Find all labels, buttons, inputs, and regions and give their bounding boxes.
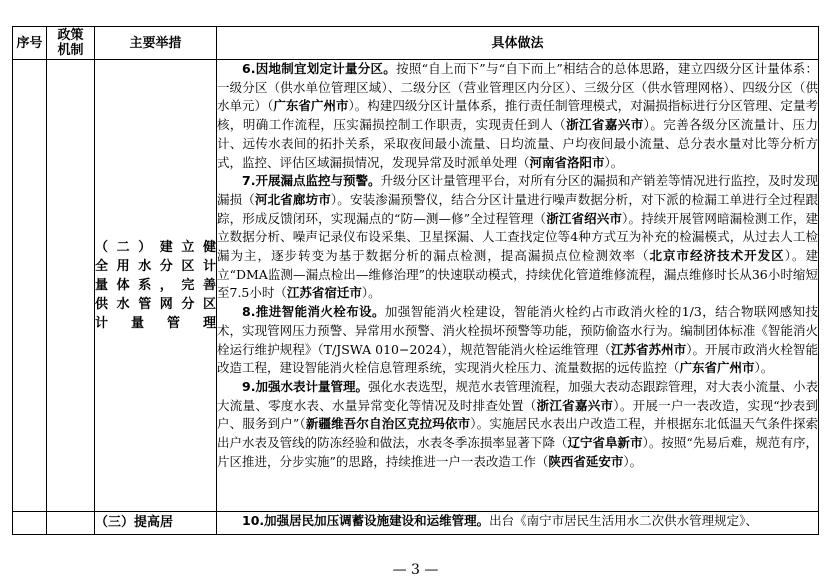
text-run: 强化水表选型，规范水表管理流程，加强大表动态跟踪管理，对大表小流量、小表大流量、零度水表、水量异常变化等情况及时排查处置（ xyxy=(217,378,818,413)
bold-run: 广东省广州市 xyxy=(273,98,349,114)
measure-cell xyxy=(95,512,217,535)
bold-run: 新疆维吾尔自治区克拉玛依市 xyxy=(305,416,471,432)
bold-run: 江苏省苏州市 xyxy=(610,341,687,357)
measure-line: 量体系，完善 xyxy=(95,278,216,293)
bold-run: 8.推进智能消火栓布设。 xyxy=(242,304,385,320)
text-run: ）。开展市政消火栓智能改造工程，建设智能消火栓信息管理系统，实现消火栓压力、流量数据的远传监控（ xyxy=(217,341,818,376)
text-run: ）。构建四级分区计量体系，推行责任制管理模式，对漏损指标进行分区管理、定量考核，明确工作流程，压实漏损控制工作职责，实现责任到人（ xyxy=(217,98,818,133)
header-measures: 主要举措 xyxy=(95,27,217,60)
text-run: 出台《南宁市居民生活用水二次供水管理规定》、 xyxy=(489,513,758,528)
text-run: 加强智能消火栓建设，智能消火栓约占市政消火栓的1/3，结合物联网感知技术，实现管网压力预警、异常用水预警、消火栓损坏预警等功能，预防偷盗水行为。编制团体标准《智能消火栓运行维护规程》（T/JSWA 010−2024），规范智能消火栓运维管理（ xyxy=(217,304,818,357)
practice-paragraph xyxy=(217,303,818,378)
bold-run: 浙江省嘉兴市 xyxy=(536,397,614,413)
bold-run: 9.加强水表计量管理。 xyxy=(242,378,368,394)
policy-cell xyxy=(47,512,95,535)
bold-run: 陕西省延安市 xyxy=(548,453,624,469)
measure-line: （二）建立健 xyxy=(95,240,216,255)
bold-run: 10.加强居民加压调蓄设施建设和运维管理。 xyxy=(242,513,490,528)
header-policy-line2: 机制 xyxy=(57,43,84,58)
table-row xyxy=(13,60,819,512)
serial-cell xyxy=(13,60,47,512)
header-serial: 序号 xyxy=(13,27,47,60)
text-run: ）。实施居民水表出户改造工程，并根据东北低温天气条件探索出户水表及管线的防冻经验和做法，水表冬季冻损率显著下降（ xyxy=(217,416,818,451)
practice-paragraph xyxy=(217,512,818,531)
text-run: ）。完善各级分区流量计、压力计、远传水表间的拓扑关系，采取夜间最小流量、日均流量、户均夜间最小流量、总分表水量对比等分析方式，监控、评估区域漏损情况，发现异常及时派单处理（ xyxy=(217,117,818,170)
bold-run: 河南省洛阳市 xyxy=(529,154,605,170)
bold-run: 6.因地制宜划定计量分区。 xyxy=(242,61,397,76)
text-run: ）。按照“先易后难，规范有序，片区推进，分步实施”的思路，持续推进一户一表改造工作（ xyxy=(217,435,818,469)
practice-text xyxy=(217,60,818,471)
text-run: 按照“自上而下”与“自下而上”相结合的总体思路，建立四级分区计量体系：一级分区（供水单位管理区域）、二级分区（营业管理区内分区）、三级分区（供水管理网格）、四级分区（供水单元）（ xyxy=(217,61,818,114)
serial-cell xyxy=(13,512,47,535)
text-run: ）。 xyxy=(361,285,381,301)
text-run: ）。 xyxy=(623,453,643,469)
header-policy-line1: 政策 xyxy=(57,28,84,43)
bold-run: 辽宁省阜新市 xyxy=(567,435,643,451)
header-policy xyxy=(47,27,95,60)
text-run: ）。 xyxy=(754,360,774,376)
bold-run: 浙江省嘉兴市 xyxy=(566,117,644,133)
header-row xyxy=(13,27,819,60)
text-run: ）。建立“DMA监测—漏点检出—维修治理”的快速联动模式，持续优化管道维修流程，漏点维修时长从36小时缩短至7.5小时（ xyxy=(217,248,818,301)
measure-cell xyxy=(95,60,217,512)
page-number: — 3 — xyxy=(392,562,439,578)
text-run: ）。开展一户一表改造，实现“抄表到户、服务到户”（ xyxy=(217,397,818,432)
practice-cell xyxy=(217,512,819,535)
header-practices: 具体做法 xyxy=(217,27,819,60)
practice-cell xyxy=(217,60,819,512)
policy-cell xyxy=(47,60,95,512)
bold-run: 江苏省宿迁市 xyxy=(286,285,362,301)
bold-run: 北京市经济技术开发区 xyxy=(649,248,785,264)
table-row xyxy=(13,512,819,535)
practice-paragraph xyxy=(217,172,818,303)
text-run: ）。持续开展管网暗漏检测工作，建立数据分析、噪声记录仪布设采集、卫星探漏、人工查找定位等4种方式互为补充的检漏模式，从过去人工检漏为主，逐步转变为基于数据分析的漏点检测，提高漏损点位检测效率（ xyxy=(217,210,818,264)
bold-run: 浙江省绍兴市 xyxy=(546,210,623,226)
measure-text: （三）提高居 xyxy=(95,515,174,530)
text-run: ）。 xyxy=(604,154,624,170)
measures-table xyxy=(12,26,819,535)
bold-run: 河北省廊坊市 xyxy=(254,191,331,207)
text-run: ）。安装渗漏预警仪，结合分区计量进行噪声数据分析，对下派的检漏工单进行全过程跟踪，形成反馈闭环，实现漏点的“防—测—修”全过程管理（ xyxy=(217,191,818,226)
practice-paragraph xyxy=(217,60,818,172)
text-run: 升级分区计量管理平台，对所有分区的漏损和产销差等情况进行监控，及时发现漏损（ xyxy=(217,173,818,207)
bold-run: 广东省广州市 xyxy=(679,360,755,376)
practice-text xyxy=(217,512,818,531)
measure-line: 供水管网分区 xyxy=(95,297,216,312)
bold-run: 7.开展漏点监控与预警。 xyxy=(242,173,381,189)
measure-line: 计 量 管 理 xyxy=(95,316,216,331)
practice-paragraph xyxy=(217,378,818,472)
measure-line: 全用水分区计 xyxy=(95,259,216,274)
measure-text xyxy=(95,238,216,333)
